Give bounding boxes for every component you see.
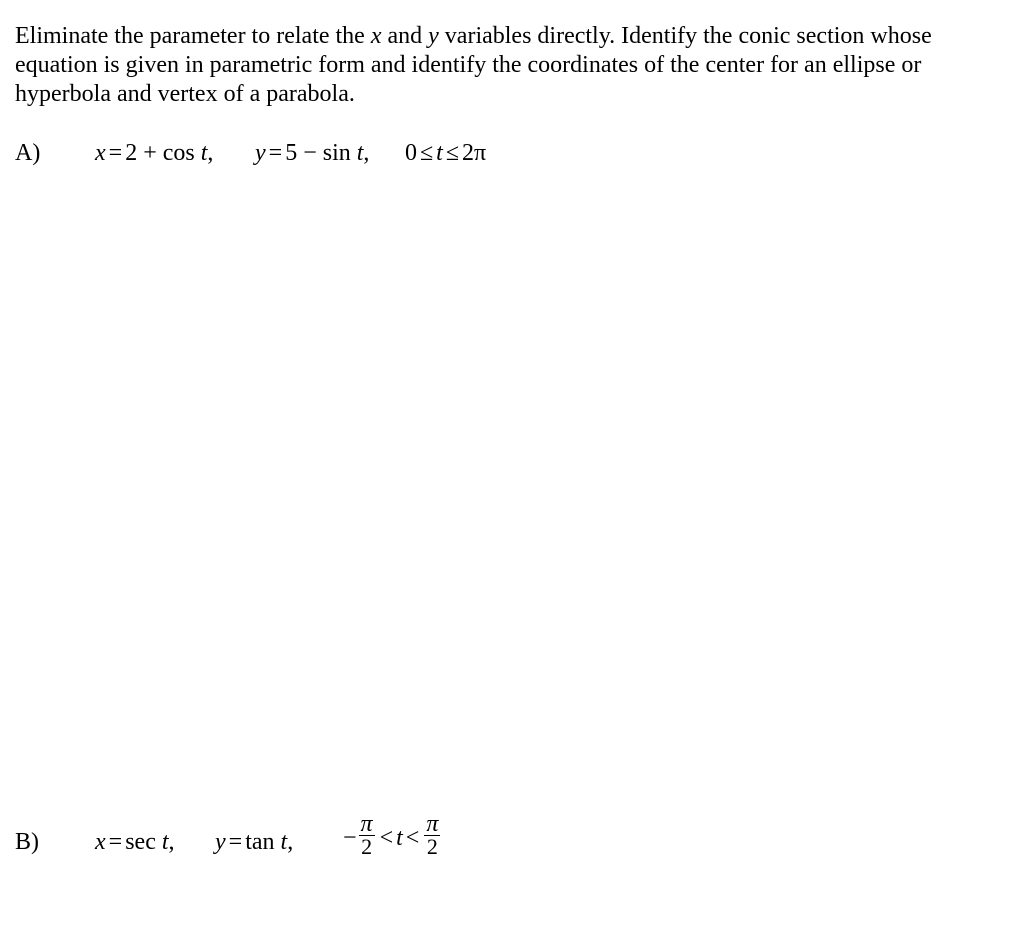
problem-b-lower-num: π — [360, 811, 373, 837]
problem-b-y-rhs: tan — [245, 829, 275, 855]
problem-a-rel-1: ≤ — [420, 140, 434, 166]
problem-b-domain — [343, 811, 442, 862]
problem-b-x-equation: x = sec t, — [95, 829, 175, 855]
problem-a-y-param: t — [356, 140, 364, 166]
problem-b-x-param: t — [161, 829, 169, 855]
problem-a-x-param: t — [200, 140, 208, 166]
instructions-text — [15, 22, 1005, 109]
problem-b-rel-2: < — [405, 825, 420, 852]
problem-b-upper-den: 2 — [426, 834, 438, 859]
problem-a-y-rhs: 5 − sin — [285, 140, 351, 166]
problem-b-lower-fraction — [359, 813, 375, 858]
problem-b-x-var: x — [95, 829, 106, 855]
problem-b-y-param: t — [280, 829, 288, 855]
instructions-part2: and — [381, 23, 429, 49]
instructions-part3: variables directly. Identify the conic section whose equation is given in parametric form and identify the coordinates of the center for an ellipse or hyperbola and vertex of a parabola. — [15, 23, 932, 107]
problem-b-lower-den: 2 — [361, 834, 373, 859]
problem-b-y-equation: y = tan t, — [215, 829, 294, 855]
problem-b-param: t — [396, 825, 403, 852]
problem-a-y-equation: y = 5 − sin t, — [255, 140, 370, 166]
instructions-var-y: y — [428, 23, 439, 49]
problem-a-param: t — [436, 140, 443, 166]
problem-b-x-rhs: sec — [125, 829, 156, 855]
problem-b-upper-num: π — [426, 811, 439, 837]
problem-a-lower: 0 — [405, 140, 417, 166]
problem-a-upper: 2π — [462, 140, 487, 166]
problem-a-x-var: x — [95, 140, 106, 166]
problem-a-rel-2: ≤ — [445, 140, 460, 166]
problem-a-y-var: y — [255, 140, 266, 166]
problem-b-rel-1: < — [379, 825, 394, 852]
problem-a-domain — [405, 140, 486, 167]
problem-b-label: B) — [15, 829, 39, 855]
problem-b-minus: − — [343, 825, 357, 852]
problem-a-label: A) — [15, 140, 41, 166]
instructions-var-x: x — [370, 23, 382, 49]
problem-b-y-var: y — [215, 829, 226, 855]
instructions-part1: Eliminate the parameter to relate the — [15, 23, 371, 49]
problem-a-x-rhs: 2 + cos — [125, 140, 195, 166]
problem-a-x-equation: x = 2 + cos t, — [95, 140, 214, 166]
problem-b-upper-fraction — [424, 813, 440, 858]
